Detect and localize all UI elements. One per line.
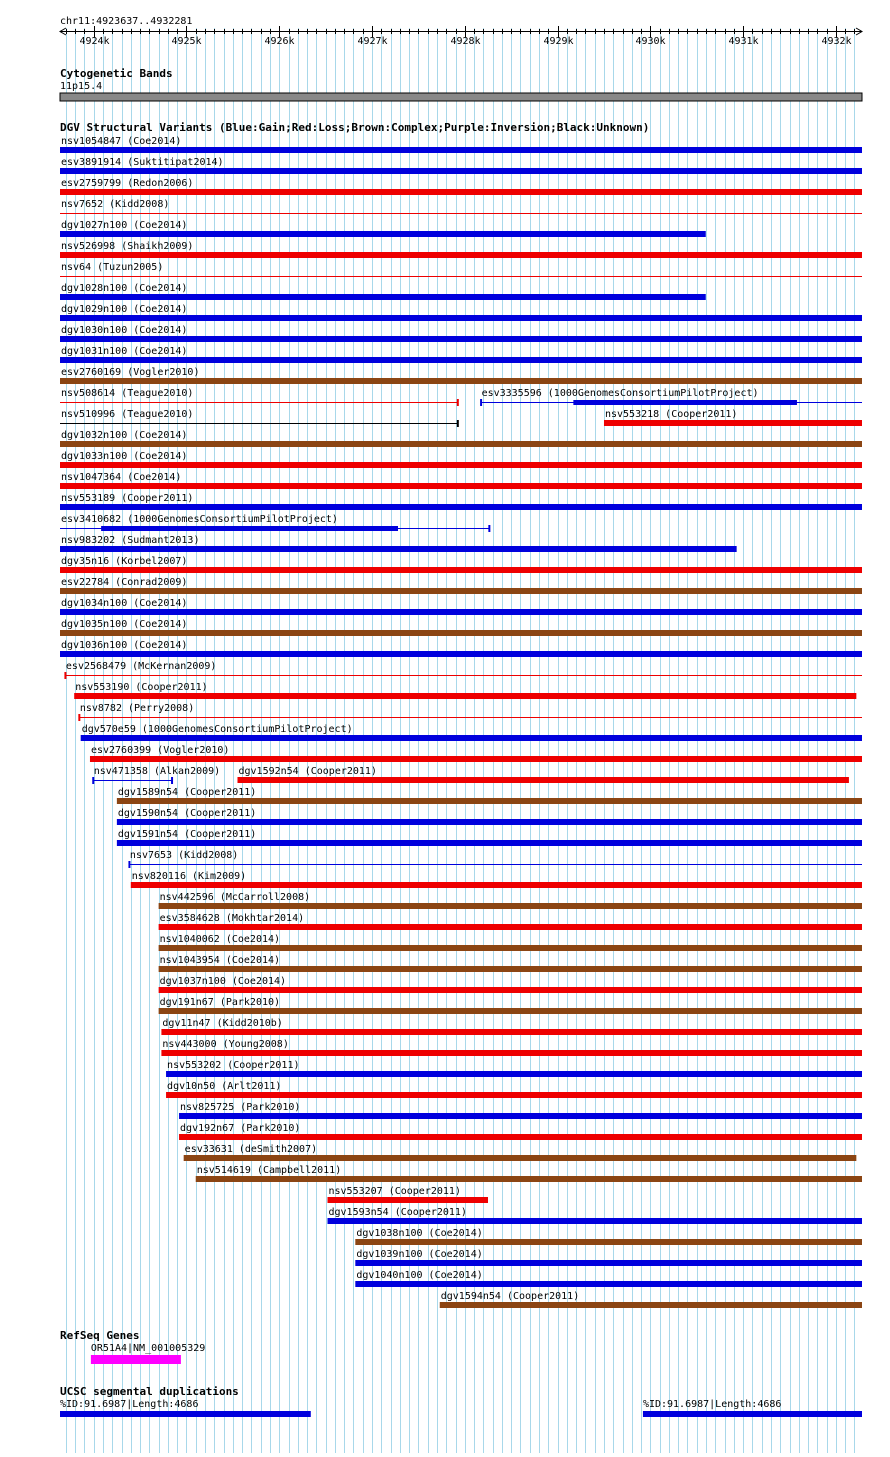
gene-label: OR51A4|NM_001005329 [90, 1343, 206, 1354]
variant-bar[interactable] [60, 315, 862, 321]
variant-feature[interactable] [159, 892, 862, 909]
variant-label: dgv570e59 (1000GenomesConsortiumPilotProject) [81, 724, 353, 735]
variant-feature[interactable] [60, 430, 862, 447]
variant-label: dgv1593n54 (Cooper2011) [328, 1207, 467, 1218]
variant-label: nsv1040062 (Coe2014) [159, 934, 281, 945]
variant-label: nsv510996 (Teague2010) [61, 409, 194, 420]
variant-feature[interactable] [159, 997, 862, 1014]
variant-bar[interactable] [355, 1281, 862, 1287]
variant-label: dgv1040n100 (Coe2014) [356, 1270, 483, 1281]
variant-bar[interactable] [117, 840, 862, 846]
variant-bar[interactable] [60, 294, 706, 300]
ruler-tick-label: 4928k [450, 36, 481, 47]
variant-label: esv33631 (deSmith2007) [184, 1144, 318, 1155]
variant-bar[interactable] [159, 966, 862, 972]
segdup-label: %ID:91.6987|Length:4686 [642, 1399, 782, 1410]
segdup-bar[interactable] [60, 1411, 311, 1417]
variant-feature[interactable] [93, 766, 220, 784]
variant-label: dgv192n67 (Park2010) [180, 1123, 301, 1134]
refseq-genes-track[interactable] [60, 1329, 205, 1364]
variant-core-bar[interactable] [101, 526, 398, 531]
variant-label: nsv1054847 (Coe2014) [61, 136, 182, 147]
location-label: chr11:4923637..4932281 [60, 16, 193, 27]
ruler-tick-label: 4926k [264, 36, 295, 47]
variant-feature[interactable] [60, 325, 862, 342]
variant-label: dgv1037n100 (Coe2014) [159, 976, 287, 987]
variant-bar[interactable] [355, 1239, 862, 1245]
variant-bar[interactable] [161, 1029, 862, 1035]
variant-feature[interactable] [166, 1081, 862, 1098]
variant-bar[interactable] [327, 1218, 862, 1224]
dgv-track-title: DGV Structural Variants (Blue:Gain;Red:Loss;Brown:Complex;Purple:Inversion;Black:Unknown) [60, 121, 650, 134]
variant-feature[interactable] [159, 976, 862, 993]
variant-label: esv3891914 (Suktitipat2014) [61, 157, 224, 168]
variant-label: dgv1028n100 (Coe2014) [61, 283, 188, 294]
variant-label: dgv1036n100 (Coe2014) [61, 640, 188, 651]
ruler-track[interactable] [60, 16, 862, 47]
variant-bar[interactable] [60, 462, 862, 468]
variant-bar[interactable] [60, 588, 862, 594]
variant-feature[interactable] [60, 556, 862, 573]
variant-label: nsv526998 (Shaikh2009) [61, 241, 194, 252]
variant-label: esv3410682 (1000GenomesConsortiumPilotProject) [61, 514, 338, 525]
variant-bar[interactable] [131, 882, 862, 888]
variant-feature[interactable] [355, 1270, 862, 1287]
variant-feature[interactable] [60, 619, 862, 636]
cytoband-label: 11p15.4 [60, 81, 103, 92]
variant-feature[interactable] [481, 388, 862, 406]
variant-bar[interactable] [60, 168, 862, 174]
variant-feature[interactable] [159, 934, 862, 951]
variant-feature[interactable] [60, 535, 737, 552]
variant-label: esv2760169 (Vogler2010) [61, 367, 200, 378]
variant-bar[interactable] [60, 504, 862, 510]
variant-feature[interactable] [159, 913, 862, 930]
variant-label: nsv7653 (Kidd2008) [129, 850, 239, 861]
variant-feature[interactable] [166, 1060, 862, 1077]
segmental-duplications-track[interactable] [60, 1385, 862, 1417]
ruler-tick-label: 4929k [543, 36, 574, 47]
variant-bar[interactable] [60, 189, 862, 195]
variant-core-bar[interactable] [573, 400, 797, 405]
variant-feature[interactable] [60, 514, 490, 532]
variant-label: nsv471358 (Alkan2009) [93, 766, 221, 777]
ruler-tick-label: 4931k [728, 36, 759, 47]
variant-label: dgv35n16 (Korbel2007) [61, 556, 188, 567]
variant-label: dgv10n50 (Arlt2011) [167, 1081, 282, 1092]
variant-feature[interactable] [60, 199, 862, 214]
variant-feature[interactable] [237, 766, 848, 783]
variant-feature[interactable] [60, 157, 862, 174]
variant-feature[interactable] [60, 472, 862, 489]
variant-label: dgv1590n54 (Cooper2011) [117, 808, 257, 819]
variant-label: esv2759799 (Redon2006) [61, 178, 194, 189]
ruler-tick-label: 4924k [79, 36, 110, 47]
variant-label: esv3335596 (1000GenomesConsortiumPilotProject) [481, 388, 759, 399]
variant-label: nsv8782 (Perry2008) [79, 703, 195, 714]
variant-feature[interactable] [355, 1249, 862, 1266]
variant-bar[interactable] [90, 756, 862, 762]
variant-bar[interactable] [60, 357, 862, 363]
variant-bar[interactable] [60, 630, 862, 636]
variant-label: dgv191n67 (Park2010) [159, 997, 281, 1008]
variant-label: nsv443000 (Young2008) [162, 1039, 289, 1050]
variant-bar[interactable] [184, 1155, 857, 1161]
variant-label: dgv1030n100 (Coe2014) [61, 325, 188, 336]
variant-bar[interactable] [60, 609, 862, 615]
variant-label: esv2568479 (McKernan2009) [65, 661, 217, 672]
variant-feature[interactable] [60, 388, 458, 406]
segdup-bar[interactable] [643, 1411, 862, 1417]
variant-label: dgv1039n100 (Coe2014) [356, 1249, 483, 1260]
variant-label: dgv1594n54 (Cooper2011) [440, 1291, 580, 1302]
variant-feature[interactable] [355, 1228, 862, 1245]
variant-feature[interactable] [81, 724, 862, 741]
variant-feature[interactable] [117, 808, 862, 825]
segdup-label: %ID:91.6987|Length:4686 [60, 1399, 199, 1410]
variant-label: dgv1035n100 (Coe2014) [61, 619, 188, 630]
variant-bar[interactable] [166, 1092, 862, 1098]
variant-feature[interactable] [60, 367, 862, 384]
variant-bar[interactable] [60, 378, 862, 384]
variant-bar[interactable] [159, 945, 862, 951]
variant-label: nsv553202 (Cooper2011) [167, 1060, 300, 1071]
variant-label: dgv1031n100 (Coe2014) [61, 346, 188, 357]
variant-bar[interactable] [179, 1134, 862, 1140]
variant-feature[interactable] [327, 1207, 862, 1224]
variant-feature[interactable] [90, 745, 862, 762]
variant-feature[interactable] [60, 409, 458, 427]
variant-feature[interactable] [60, 451, 862, 468]
variant-feature[interactable] [117, 787, 862, 804]
ruler-tick-label: 4925k [171, 36, 202, 47]
variant-feature[interactable] [60, 304, 862, 321]
variant-feature[interactable] [117, 829, 862, 846]
variant-bar[interactable] [179, 1113, 862, 1119]
variant-bar[interactable] [60, 441, 862, 447]
variant-bar[interactable] [60, 567, 862, 573]
variant-feature[interactable] [65, 661, 862, 679]
variant-bar[interactable] [237, 777, 848, 783]
ruler-tick-label: 4930k [635, 36, 666, 47]
variant-feature[interactable] [60, 493, 862, 510]
variant-label: nsv508614 (Teague2010) [61, 388, 194, 399]
variant-label: esv3584628 (Mokhtar2014) [159, 913, 305, 924]
variant-label: dgv11n47 (Kidd2010b) [162, 1018, 283, 1029]
variant-bar[interactable] [159, 903, 862, 909]
variant-label: nsv514619 (Campbell2011) [196, 1165, 342, 1176]
variant-label: dgv1032n100 (Coe2014) [61, 430, 188, 441]
variant-feature[interactable] [60, 220, 706, 237]
variant-bar[interactable] [117, 819, 862, 825]
variant-label: nsv553189 (Cooper2011) [61, 493, 194, 504]
variant-label: dgv1029n100 (Coe2014) [61, 304, 188, 315]
cytoband-bar[interactable] [60, 93, 862, 101]
variant-feature[interactable] [159, 955, 862, 972]
variant-feature[interactable] [60, 262, 862, 277]
variant-bar[interactable] [60, 651, 862, 657]
variant-label: dgv1033n100 (Coe2014) [61, 451, 188, 462]
variant-feature[interactable] [604, 409, 862, 426]
gene-bar[interactable] [91, 1355, 181, 1364]
variant-bar[interactable] [60, 483, 862, 489]
variant-bar[interactable] [159, 987, 862, 993]
variant-feature[interactable] [327, 1186, 488, 1203]
variant-bar[interactable] [327, 1197, 488, 1203]
variant-feature[interactable] [60, 178, 862, 195]
variant-feature[interactable] [60, 577, 862, 594]
variant-bar[interactable] [60, 252, 862, 258]
cytoband-track-title: Cytogenetic Bands [60, 67, 173, 80]
variant-label: nsv442596 (McCarroll2008) [159, 892, 311, 903]
variant-bar[interactable] [196, 1176, 862, 1182]
variant-label: nsv553207 (Cooper2011) [328, 1186, 461, 1197]
variant-label: nsv820116 (Kim2009) [131, 871, 247, 882]
variant-bar[interactable] [355, 1260, 862, 1266]
variant-feature[interactable] [60, 640, 862, 657]
ruler-tick-label: 4927k [357, 36, 388, 47]
variant-bar[interactable] [60, 231, 706, 237]
variant-bar[interactable] [166, 1071, 862, 1077]
variant-label: dgv1592n54 (Cooper2011) [238, 766, 377, 777]
variant-feature[interactable] [60, 283, 706, 300]
variant-label: dgv1591n54 (Cooper2011) [117, 829, 257, 840]
variant-bar[interactable] [81, 735, 862, 741]
segdup-track-title: UCSC segmental duplications [60, 1385, 239, 1398]
variant-bar[interactable] [159, 924, 862, 930]
variant-feature[interactable] [60, 136, 862, 153]
variant-label: dgv1034n100 (Coe2014) [61, 598, 188, 609]
variant-bar[interactable] [604, 420, 862, 426]
variant-label: nsv553218 (Cooper2011) [604, 409, 738, 420]
variant-label: esv2760399 (Vogler2010) [90, 745, 230, 756]
cytogenetic-bands-track[interactable] [60, 67, 862, 101]
variant-feature[interactable] [60, 346, 862, 363]
variant-label: dgv1589n54 (Cooper2011) [117, 787, 257, 798]
variant-bar[interactable] [440, 1302, 862, 1308]
variant-bar[interactable] [60, 147, 862, 153]
variant-bar[interactable] [60, 546, 737, 552]
variant-label: nsv983202 (Sudmant2013) [61, 535, 200, 546]
variant-label: nsv7652 (Kidd2008) [61, 199, 170, 210]
variant-bar[interactable] [117, 798, 862, 804]
refseq-track-title: RefSeq Genes [60, 1329, 140, 1342]
variant-bar[interactable] [74, 693, 856, 699]
variant-label: esv22784 (Conrad2009) [61, 577, 188, 588]
variant-bar[interactable] [161, 1050, 862, 1056]
variant-bar[interactable] [159, 1008, 862, 1014]
variant-feature[interactable] [60, 241, 862, 258]
variant-label: nsv553190 (Cooper2011) [75, 682, 208, 693]
ruler-tick-label: 4932k [821, 36, 852, 47]
variant-label: nsv1043954 (Coe2014) [159, 955, 281, 966]
variant-label: dgv1038n100 (Coe2014) [356, 1228, 483, 1239]
variant-label: dgv1027n100 (Coe2014) [61, 220, 188, 231]
dgv-structural-variants-track[interactable] [60, 121, 862, 1308]
variant-label: nsv825725 (Park2010) [180, 1102, 301, 1113]
variant-feature[interactable] [60, 598, 862, 615]
variant-label: nsv1047364 (Coe2014) [61, 472, 182, 483]
variant-bar[interactable] [60, 336, 862, 342]
variant-label: nsv64 (Tuzun2005) [61, 262, 164, 273]
